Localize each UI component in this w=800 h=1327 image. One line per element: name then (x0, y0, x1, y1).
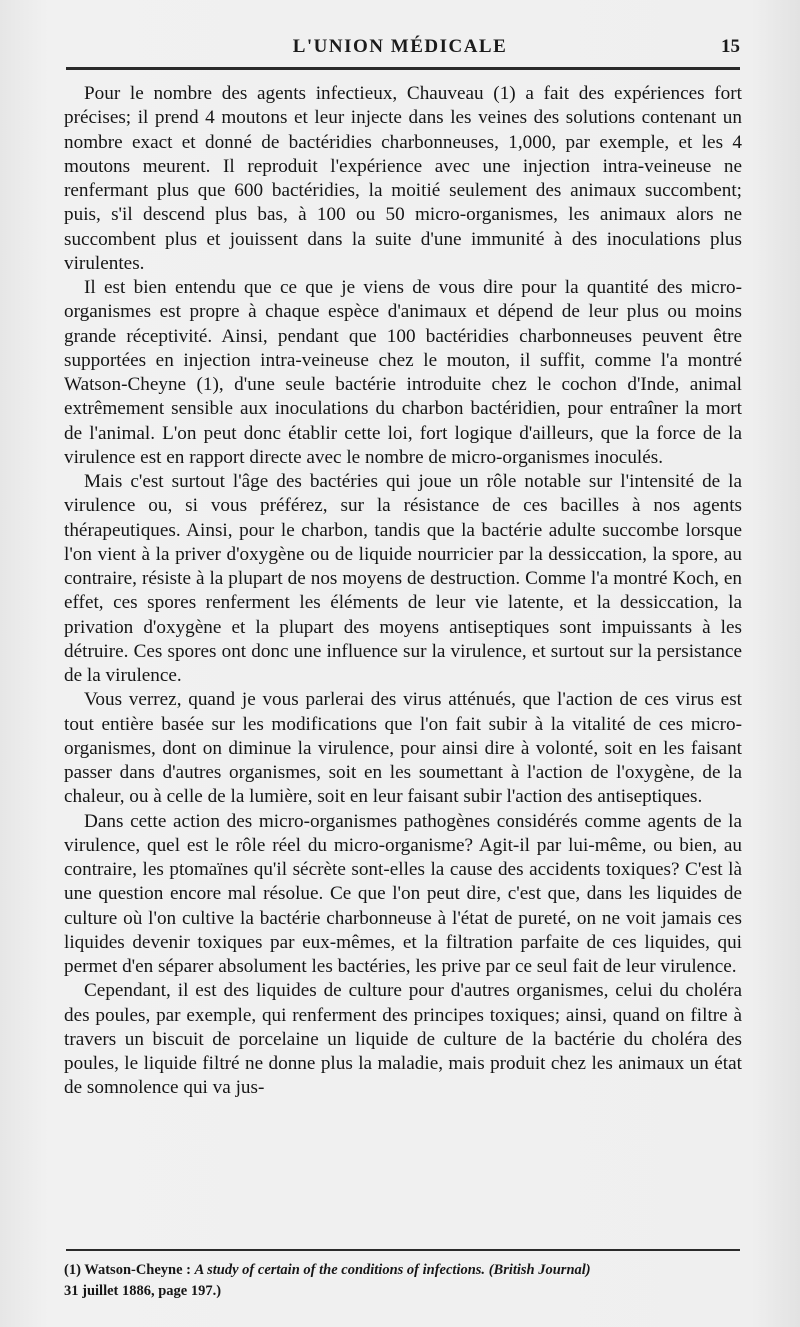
paragraph-5: Dans cette action des micro-organismes pathogènes considérés comme agents de la virulence, quel est le rôle réel du micro-organisme? Agit-il par lui-même, ou bien, au contraire, les ptomaïnes qu'il sécrète sont-elles la cause des accidents toxiques? C'est là une question encore mal résolue. Ce que l'on peut dire, c'est que, dans les liquides de culture où l'on cultive la bactérie charbonneuse à l'état de pureté, on ne voit jamais ces liquides devenir toxiques par eux-mêmes, et la filtration parfaite de ces liquides, qui permet d'en séparer absolument les bactéries, les prive par ce seul fait de leur virulence. (64, 810, 742, 977)
paragraph-4: Vous verrez, quand je vous parlerai des virus atténués, que l'action de ces virus est tout entière basée sur les modifications que l'on fait subir à la vitalité de ces micro-organismes, dont on diminue la virulence, pour ainsi dire à volonté, soit en les faisant passer dans d'autres organismes, soit en les soumettant à l'action de l'oxygène, de la chaleur, ou à celle de la lumière, soit en leur faisant subir l'action des antiseptiques. (64, 689, 742, 808)
footnote-marker: (1) Watson-Cheyne : (64, 1262, 195, 1278)
paragraph-3: Mais c'est surtout l'âge des bactéries qui joue un rôle notable sur l'intensité de la virulence ou, si vous préférez, sur la résistance de ces bacilles à nos agents thérapeutiques. Ainsi, pour le charbon, tandis que la bactérie adulte succombe lorsque l'on vient à la priver d'oxygène ou de liquide nourricier par la dessiccation, la spore, au contraire, résiste à la plupart de nos moyens de destruction. Comme l'a montré Koch, en effet, ces spores renferment les éléments de leur vie latente, et la dessiccation, la privation d'oxygène et la plupart des moyens antiseptiques sont impuissants à les détruire. Ces spores ont donc une influence sur la virulence, et surtout sur la persistance de la virulence. (64, 471, 742, 686)
running-header-title: L'UNION MÉDICALE (292, 36, 508, 57)
article-body (64, 82, 742, 1101)
paragraph-1: Pour le nombre des agents infectieux, Chauveau (1) a fait des expériences fort précises; il prend 4 moutons et leur injecte dans les veines des solutions contenant un nombre exact et donné de bactéridies charbonneuses, 1,000, par exemple, et les 4 moutons meurent. Il reproduit l'expérience avec une injection intra-veineuse ne renfermant plus que 600 bactéridies, la moitié seulement des animaux succombent; puis, s'il descend plus bas, à 100 ou 50 micro-organismes, les animaux alors ne succombent plus et jouissent dans la suite d'une immunité à des inoculations plus virulentes. (64, 83, 742, 274)
footnote-rule (66, 1249, 740, 1251)
paragraph-2: Il est bien entendu que ce que je viens de vous dire pour la quantité des micro-organismes est propre à chaque espèce d'animaux et dépend de leur plus ou moins grande réceptivité. Ainsi, pendant que 100 bactéridies charbonneuses peuvent être supportées en injection intra-veineuse chez le mouton, il suffit, comme l'a montré Watson-Cheyne (1), d'une seule bactérie introduite chez le cochon d'Inde, animal extrêmement sensible aux inoculations du charbon bactéridien, pour entraîner la mort de l'animal. L'on peut donc établir cette loi, fort logique d'ailleurs, que la force de la virulence est en rapport directe avec le nombre de micro-organismes inoculés. (64, 277, 742, 468)
footnote-date: 31 juillet 1886, page 197.) (64, 1283, 222, 1299)
page-number: 15 (721, 36, 740, 57)
footnote-journal: (British Journal) (488, 1262, 591, 1278)
paragraph-6: Cependant, il est des liquides de culture pour d'autres organismes, celui du choléra des poules, par exemple, qui renferment des principes toxiques; ainsi, quand on filtre à travers un biscuit de porcelaine un liquide de culture de la bactérie du choléra des poules, le liquide filtré ne donne plus la maladie, mais produit chez les animaux un état de somnolence qui va jus- (64, 980, 742, 1099)
footnote-title: A study of certain of the conditions of infections. (194, 1262, 486, 1278)
footnote (64, 1260, 744, 1302)
header-rule (66, 67, 740, 70)
